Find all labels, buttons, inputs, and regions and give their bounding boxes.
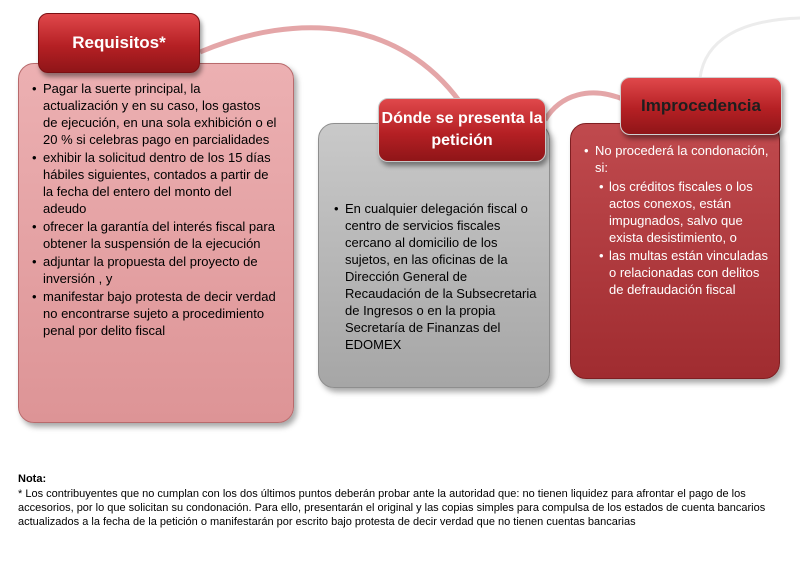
list-item: • exhibir la solicitud dentro de los 15 días hábiles siguientes, contados a partir de la fecha del entero del monto del adeudo	[32, 149, 278, 217]
improcedencia-list	[584, 142, 770, 299]
list-item: • En cualquier delegación fiscal o centro de servicios fiscales cercano al domicilio de los sujetos, en las oficinas de la Dirección General de Recaudación de la Subsecretaria de Ingresos o en la propia Secretaría de Finanzas del EDOMEX	[334, 200, 538, 353]
footnote	[18, 472, 788, 529]
list-item: • ofrecer la garantía del interés fiscal para obtener la suspensión de la ejecución	[32, 218, 278, 252]
donde-list	[334, 200, 538, 353]
list-item: • las multas están vinculadas o relacionadas con delitos de defraudación fiscal	[599, 247, 770, 298]
list-item: • los créditos fiscales o los actos conexos, están impugnados, salvo que exista desistimiento, o	[599, 178, 770, 246]
footnote-text: * Los contribuyentes que no cumplan con los dos últimos puntos deberán probar ante la autoridad que: no tienen liquidez para afrontar el pago de los accesorios, por lo que solicitan su condonación. Para ello, presentarán el original y las copias simples para compulsa de los estados de cuenta bancarios actualizados a la fecha de la petición o manifestarán por escrito bajo protesta de decir verdad que no tienen cuentas bancarias	[18, 488, 766, 528]
footnote-title: Nota:	[18, 473, 47, 485]
improcedencia-lead	[584, 142, 770, 298]
requisitos-list	[32, 80, 278, 340]
connector-improcedencia-top	[700, 18, 800, 78]
donde-title: Dónde se presenta la petición	[378, 98, 546, 162]
connector-donde-improcedencia	[545, 93, 625, 120]
list-item: • adjuntar la propuesta del proyecto de inversión , y	[32, 253, 278, 287]
requisitos-title: Requisitos*	[38, 13, 200, 73]
list-item: • Pagar la suerte principal, la actualización y en su caso, los gastos de ejecución, en una sola exhibición o el 20 % si celebras pago en parcialidades	[32, 80, 278, 148]
improcedencia-sublist	[595, 178, 770, 298]
improcedencia-title: Improcedencia	[620, 77, 782, 135]
improcedencia-lead-text: No procederá la condonación, si:	[595, 143, 769, 175]
list-item: • manifestar bajo protesta de decir verdad no encontrarse sujeto a procedimiento penal por delito fiscal	[32, 288, 278, 339]
